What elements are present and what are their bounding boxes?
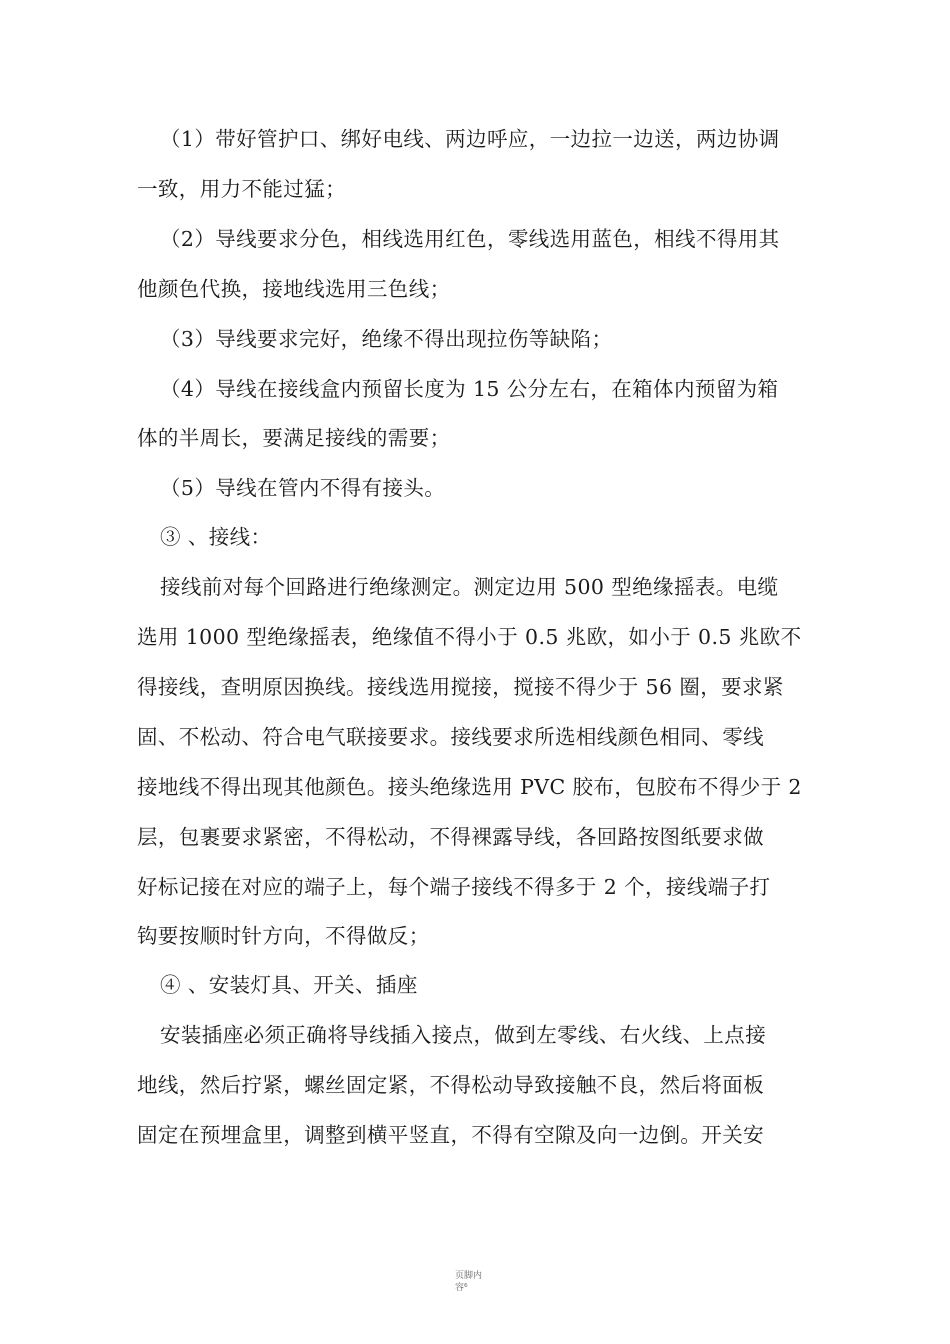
- paragraph-item-1-line-1: （1）带好管护口、绑好电线、两边呼应，一边拉一边送，两边协调: [160, 127, 780, 151]
- wiring-paragraph-line-2: 选用 1000 型绝缘摇表，绝缘值不得小于 0.5 兆欧，如小于 0.5 兆欧不: [137, 625, 802, 649]
- fixtures-paragraph-line-3: 固定在预埋盒里，调整到横平竖直，不得有空隙及向一边倒。开关安: [137, 1123, 764, 1147]
- section-heading-wiring: ③ 、接线：: [160, 525, 272, 549]
- wiring-paragraph-line-8: 钩要按顺时针方向，不得做反；: [137, 924, 430, 948]
- wiring-paragraph-line-3: 得接线，查明原因换线。接线选用搅接，搅接不得少于 56 圈，要求紧: [137, 675, 784, 699]
- wiring-paragraph-line-4: 固、不松动、符合电气联接要求。接线要求所选相线颜色相同、零线: [137, 725, 764, 749]
- page-footer: [455, 1270, 495, 1294]
- section-heading-fixtures: ④ 、安装灯具、开关、插座: [160, 973, 418, 997]
- paragraph-item-3: （3）导线要求完好，绝缘不得出现拉伤等缺陷；: [160, 327, 613, 351]
- wiring-paragraph-line-5: 接地线不得出现其他颜色。接头绝缘选用 PVC 胶布，包胶布不得少于 2: [137, 775, 802, 799]
- footer-line-2: 容⁶: [455, 1283, 468, 1293]
- paragraph-item-4-line-1: （4）导线在接线盒内预留长度为 15 公分左右，在箱体内预留为箱: [160, 377, 779, 401]
- footer-line-1: 页脚内: [455, 1271, 483, 1281]
- paragraph-item-1-line-2: 一致，用力不能过猛；: [137, 177, 346, 201]
- wiring-paragraph-line-1: 接线前对每个回路进行绝缘测定。测定边用 500 型绝缘摇表。电缆: [160, 575, 779, 599]
- fixtures-paragraph-line-2: 地线，然后拧紧，螺丝固定紧，不得松动导致接触不良，然后将面板: [137, 1073, 764, 1097]
- wiring-paragraph-line-6: 层，包裹要求紧密，不得松动，不得裸露导线，各回路按图纸要求做: [137, 825, 764, 849]
- paragraph-item-5: （5）导线在管内不得有接头。: [160, 476, 446, 500]
- paragraph-item-2-line-1: （2）导线要求分色，相线选用红色，零线选用蓝色，相线不得用其: [160, 227, 780, 251]
- fixtures-paragraph-line-1: 安装插座必须正确将导线插入接点，做到左零线、右火线、上点接: [160, 1023, 767, 1047]
- paragraph-item-2-line-2: 他颜色代换，接地线选用三色线；: [137, 277, 451, 301]
- wiring-paragraph-line-7: 好标记接在对应的端子上，每个端子接线不得多于 2 个，接线端子打: [137, 875, 771, 899]
- paragraph-item-4-line-2: 体的半周长，要满足接线的需要；: [137, 426, 451, 450]
